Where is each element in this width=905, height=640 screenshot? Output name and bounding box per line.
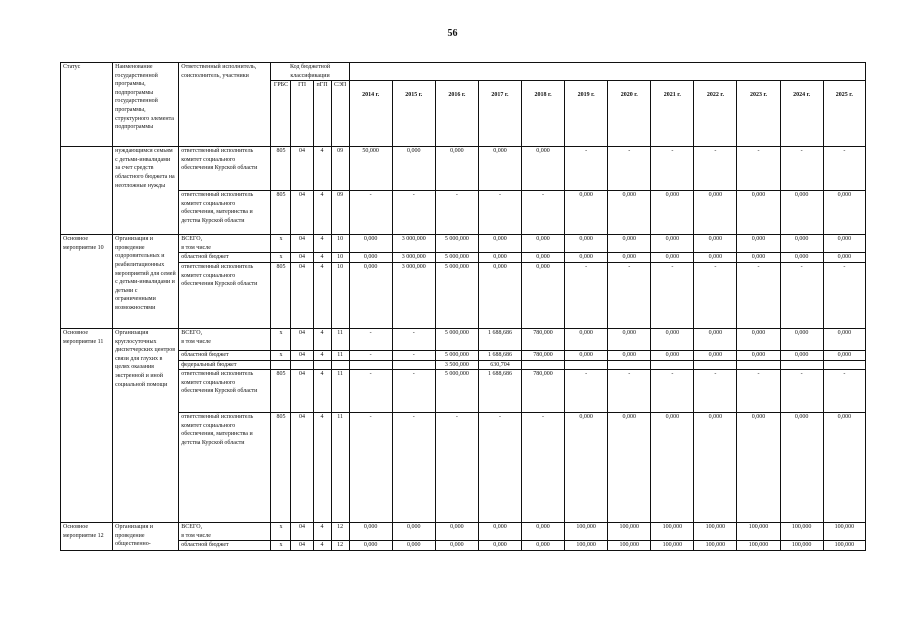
table-row xyxy=(61,413,866,523)
responsible-head: областной бюджет xyxy=(181,351,229,358)
value-cell-2024: 0,000 xyxy=(780,235,823,253)
value-cell-2022: - xyxy=(694,370,737,413)
code-cell: 4 xyxy=(313,350,331,360)
responsible-cell xyxy=(179,262,271,328)
code-cell: 10 xyxy=(331,235,349,253)
responsible-cell xyxy=(179,235,271,253)
value-cell-2025: 100,000 xyxy=(823,523,865,541)
value-cell-2017: 1 688,686 xyxy=(478,370,521,413)
value-cell-2021: - xyxy=(651,262,694,328)
code-cell: 4 xyxy=(313,541,331,551)
value-cell-2023: - xyxy=(737,147,780,191)
value-cell-2019: - xyxy=(565,147,608,191)
block-name: Организация и проведение общественно- xyxy=(113,523,179,551)
value-cell-2021: 0,000 xyxy=(651,350,694,360)
block-name: Организация круглосуточных диспетчерских центров связи для глухих в целях оказания экстренной и иной социальной помощи xyxy=(113,328,179,522)
responsible-head: ВСЕГО, xyxy=(181,236,203,243)
value-cell-2014: - xyxy=(349,350,392,360)
value-cell-2025 xyxy=(823,360,865,370)
value-cell-2015: 3 000,000 xyxy=(392,262,435,328)
header-years-group xyxy=(349,63,865,81)
code-cell: 10 xyxy=(331,262,349,328)
value-cell-2022: 0,000 xyxy=(694,253,737,263)
value-cell-2024: 100,000 xyxy=(780,523,823,541)
header-code-sep: СЭП xyxy=(331,81,349,147)
value-cell-2014: - xyxy=(349,370,392,413)
code-cell: х xyxy=(271,235,291,253)
header-code-pgp: пГП xyxy=(313,81,331,147)
responsible-head: федеральный бюджет xyxy=(181,361,237,368)
value-cell-2018: 780,000 xyxy=(522,328,565,350)
header-code-gp: ГП xyxy=(291,81,313,147)
responsible-detail: в том числе xyxy=(181,338,211,345)
block-status: Основное мероприятие 11 xyxy=(61,328,113,522)
value-cell-2014: - xyxy=(349,191,392,235)
value-cell-2022: 0,000 xyxy=(694,413,737,523)
block-status: Основное мероприятие 10 xyxy=(61,235,113,329)
value-cell-2019: 0,000 xyxy=(565,235,608,253)
value-cell-2016: 0,000 xyxy=(435,147,478,191)
value-cell-2019: 0,000 xyxy=(565,253,608,263)
table-row xyxy=(61,370,866,413)
header-name: Наименование государственной программы, подпрограммы государственной программы, структурного элемента подпрограммы xyxy=(113,63,179,147)
value-cell-2021: 0,000 xyxy=(651,235,694,253)
code-cell: 04 xyxy=(291,191,313,235)
code-cell: 04 xyxy=(291,235,313,253)
responsible-head: ответственный исполнитель xyxy=(181,414,254,421)
value-cell-2024: - xyxy=(780,147,823,191)
table-row xyxy=(61,147,866,191)
responsible-cell xyxy=(179,253,271,263)
code-cell: 11 xyxy=(331,328,349,350)
responsible-head: областной бюджет xyxy=(181,542,229,549)
code-cell: 04 xyxy=(291,262,313,328)
responsible-cell xyxy=(179,541,271,551)
value-cell-2020: 0,000 xyxy=(608,253,651,263)
code-cell xyxy=(313,360,331,370)
responsible-detail: комитет социального обеспечения Курской области xyxy=(181,272,258,288)
header-year-2014: 2014 г. xyxy=(349,81,392,147)
value-cell-2020 xyxy=(608,360,651,370)
value-cell-2016: 5 000,000 xyxy=(435,262,478,328)
value-cell-2014: 0,000 xyxy=(349,262,392,328)
code-cell xyxy=(291,360,313,370)
header-year-2020: 2020 г. xyxy=(608,81,651,147)
responsible-cell xyxy=(179,328,271,350)
block-name: нуждающимся семьям с детьми-инвалидами за счет средств областного бюджета на неотложные нужды xyxy=(113,147,179,235)
code-cell: х xyxy=(271,350,291,360)
value-cell-2025: 0,000 xyxy=(823,328,865,350)
header-year-2021: 2021 г. xyxy=(651,81,694,147)
value-cell-2024: 100,000 xyxy=(780,541,823,551)
value-cell-2019: - xyxy=(565,262,608,328)
value-cell-2024: 0,000 xyxy=(780,191,823,235)
value-cell-2019: 0,000 xyxy=(565,350,608,360)
value-cell-2021: 100,000 xyxy=(651,541,694,551)
value-cell-2022 xyxy=(694,360,737,370)
block-name: Организация и проведение оздоровительных и реабилитационных мероприятий для семей с детьми-инвалидами и детьми с ограниченными возможностями xyxy=(113,235,179,329)
responsible-head: областной бюджет xyxy=(181,254,229,261)
responsible-cell xyxy=(179,523,271,541)
value-cell-2021: - xyxy=(651,370,694,413)
value-cell-2015: 0,000 xyxy=(392,147,435,191)
table-row xyxy=(61,350,866,360)
header-year-2018: 2018 г. xyxy=(522,81,565,147)
code-cell: 04 xyxy=(291,253,313,263)
responsible-cell xyxy=(179,360,271,370)
code-cell: 04 xyxy=(291,541,313,551)
block-status: Основное мероприятие 12 xyxy=(61,523,113,551)
value-cell-2018: 0,000 xyxy=(522,253,565,263)
value-cell-2023: - xyxy=(737,370,780,413)
code-cell: 805 xyxy=(271,262,291,328)
value-cell-2025: 0,000 xyxy=(823,350,865,360)
value-cell-2020: 0,000 xyxy=(608,350,651,360)
header-year-2025: 2025 г. xyxy=(823,81,865,147)
value-cell-2021: 100,000 xyxy=(651,523,694,541)
value-cell-2015 xyxy=(392,360,435,370)
value-cell-2023: - xyxy=(737,262,780,328)
code-cell: 4 xyxy=(313,262,331,328)
value-cell-2025: 0,000 xyxy=(823,253,865,263)
value-cell-2024: 0,000 xyxy=(780,350,823,360)
code-cell: 04 xyxy=(291,350,313,360)
value-cell-2019: - xyxy=(565,370,608,413)
value-cell-2015: 3 000,000 xyxy=(392,253,435,263)
value-cell-2017: 1 688,686 xyxy=(478,350,521,360)
value-cell-2021: - xyxy=(651,147,694,191)
table-row xyxy=(61,523,866,541)
header-year-2023: 2023 г. xyxy=(737,81,780,147)
value-cell-2025: 0,000 xyxy=(823,413,865,523)
responsible-cell xyxy=(179,350,271,360)
code-cell: 04 xyxy=(291,370,313,413)
value-cell-2023: 0,000 xyxy=(737,328,780,350)
value-cell-2022: 0,000 xyxy=(694,350,737,360)
value-cell-2016: 0,000 xyxy=(435,541,478,551)
value-cell-2023: 100,000 xyxy=(737,541,780,551)
table-row xyxy=(61,262,866,328)
responsible-head: ВСЕГО, xyxy=(181,524,203,531)
code-cell: 805 xyxy=(271,413,291,523)
code-cell: 4 xyxy=(313,370,331,413)
table-row xyxy=(61,235,866,253)
value-cell-2020: 0,000 xyxy=(608,413,651,523)
value-cell-2021: 0,000 xyxy=(651,413,694,523)
value-cell-2023: 0,000 xyxy=(737,235,780,253)
code-cell: 4 xyxy=(313,147,331,191)
value-cell-2018: 0,000 xyxy=(522,541,565,551)
value-cell-2025: - xyxy=(823,262,865,328)
code-cell: 04 xyxy=(291,328,313,350)
value-cell-2018: 780,000 xyxy=(522,350,565,360)
table-row xyxy=(61,360,866,370)
code-cell: 10 xyxy=(331,253,349,263)
value-cell-2018: 0,000 xyxy=(522,262,565,328)
value-cell-2025: 100,000 xyxy=(823,541,865,551)
value-cell-2016: 5 000,000 xyxy=(435,328,478,350)
responsible-detail: в том числе xyxy=(181,244,211,251)
code-cell xyxy=(271,360,291,370)
value-cell-2017: - xyxy=(478,191,521,235)
responsible-cell xyxy=(179,147,271,191)
value-cell-2016: 3 500,000 xyxy=(435,360,478,370)
value-cell-2024: - xyxy=(780,370,823,413)
value-cell-2023: 0,000 xyxy=(737,413,780,523)
budget-table xyxy=(60,62,866,551)
value-cell-2023: 100,000 xyxy=(737,523,780,541)
value-cell-2021: 0,000 xyxy=(651,328,694,350)
value-cell-2024 xyxy=(780,360,823,370)
code-cell: 4 xyxy=(313,253,331,263)
code-cell: 11 xyxy=(331,413,349,523)
code-cell: 11 xyxy=(331,370,349,413)
value-cell-2017: 0,000 xyxy=(478,235,521,253)
value-cell-2015: - xyxy=(392,191,435,235)
responsible-detail: комитет социального обеспечения, материнства и детства Курской области xyxy=(181,200,253,224)
value-cell-2014: - xyxy=(349,413,392,523)
value-cell-2018: 0,000 xyxy=(522,147,565,191)
budget-table-body xyxy=(61,147,866,551)
value-cell-2024: 0,000 xyxy=(780,413,823,523)
value-cell-2018: 780,000 xyxy=(522,370,565,413)
value-cell-2015: 3 000,000 xyxy=(392,235,435,253)
code-cell: 4 xyxy=(313,413,331,523)
value-cell-2014: - xyxy=(349,328,392,350)
value-cell-2019: 0,000 xyxy=(565,191,608,235)
code-cell: 04 xyxy=(291,523,313,541)
value-cell-2016: 5 000,000 xyxy=(435,253,478,263)
responsible-cell xyxy=(179,191,271,235)
responsible-head: ответственный исполнитель xyxy=(181,192,254,199)
code-cell xyxy=(331,360,349,370)
code-cell: 09 xyxy=(331,191,349,235)
code-cell: 805 xyxy=(271,147,291,191)
table-row xyxy=(61,541,866,551)
value-cell-2017: 0,000 xyxy=(478,147,521,191)
responsible-detail: комитет социального обеспечения Курской области xyxy=(181,379,258,395)
value-cell-2023 xyxy=(737,360,780,370)
value-cell-2014: 0,000 xyxy=(349,523,392,541)
code-cell: 4 xyxy=(313,523,331,541)
responsible-head: ВСЕГО, xyxy=(181,329,203,336)
header-status: Статус xyxy=(61,63,113,147)
value-cell-2019: 100,000 xyxy=(565,523,608,541)
block-status xyxy=(61,147,113,235)
table-row xyxy=(61,253,866,263)
value-cell-2018 xyxy=(522,360,565,370)
code-cell: 4 xyxy=(313,235,331,253)
value-cell-2018: 0,000 xyxy=(522,235,565,253)
value-cell-2020: 0,000 xyxy=(608,191,651,235)
value-cell-2016: - xyxy=(435,191,478,235)
value-cell-2025: - xyxy=(823,370,865,413)
value-cell-2014: 0,000 xyxy=(349,235,392,253)
code-cell: 09 xyxy=(331,147,349,191)
value-cell-2014: 0,000 xyxy=(349,541,392,551)
value-cell-2020: 100,000 xyxy=(608,523,651,541)
code-cell: х xyxy=(271,253,291,263)
responsible-cell xyxy=(179,370,271,413)
budget-table-wrapper xyxy=(60,62,866,576)
value-cell-2018: 0,000 xyxy=(522,523,565,541)
responsible-head: ответственный исполнитель xyxy=(181,263,254,270)
value-cell-2016: 5 000,000 xyxy=(435,235,478,253)
value-cell-2020: - xyxy=(608,147,651,191)
value-cell-2015: - xyxy=(392,413,435,523)
value-cell-2020: 0,000 xyxy=(608,328,651,350)
value-cell-2025: 0,000 xyxy=(823,191,865,235)
value-cell-2021: 0,000 xyxy=(651,253,694,263)
header-year-2017: 2017 г. xyxy=(478,81,521,147)
header-code-grbs: ГРБС xyxy=(271,81,291,147)
value-cell-2015: - xyxy=(392,350,435,360)
value-cell-2020: 0,000 xyxy=(608,235,651,253)
value-cell-2015: - xyxy=(392,370,435,413)
value-cell-2017: 630,704 xyxy=(478,360,521,370)
value-cell-2018: - xyxy=(522,413,565,523)
value-cell-2020: - xyxy=(608,370,651,413)
code-cell: 11 xyxy=(331,350,349,360)
value-cell-2014 xyxy=(349,360,392,370)
table-row xyxy=(61,328,866,350)
code-cell: х xyxy=(271,328,291,350)
code-cell: 4 xyxy=(313,328,331,350)
value-cell-2015: 0,000 xyxy=(392,541,435,551)
code-cell: 12 xyxy=(331,523,349,541)
value-cell-2017: 0,000 xyxy=(478,262,521,328)
value-cell-2022: - xyxy=(694,262,737,328)
value-cell-2015: 0,000 xyxy=(392,523,435,541)
value-cell-2019: 100,000 xyxy=(565,541,608,551)
header-year-2016: 2016 г. xyxy=(435,81,478,147)
responsible-detail: комитет социального обеспечения Курской области xyxy=(181,156,258,172)
value-cell-2019 xyxy=(565,360,608,370)
value-cell-2025: 0,000 xyxy=(823,235,865,253)
header-year-2024: 2024 г. xyxy=(780,81,823,147)
header-year-2019: 2019 г. xyxy=(565,81,608,147)
value-cell-2021: 0,000 xyxy=(651,191,694,235)
value-cell-2023: 0,000 xyxy=(737,253,780,263)
value-cell-2018: - xyxy=(522,191,565,235)
value-cell-2024: - xyxy=(780,262,823,328)
responsible-head: ответственный исполнитель xyxy=(181,148,254,155)
value-cell-2017: 0,000 xyxy=(478,541,521,551)
value-cell-2016: 5 000,000 xyxy=(435,350,478,360)
value-cell-2023: 0,000 xyxy=(737,191,780,235)
value-cell-2017: 0,000 xyxy=(478,253,521,263)
header-year-2015: 2015 г. xyxy=(392,81,435,147)
value-cell-2015: - xyxy=(392,328,435,350)
code-cell: 4 xyxy=(313,191,331,235)
value-cell-2025: - xyxy=(823,147,865,191)
value-cell-2021 xyxy=(651,360,694,370)
value-cell-2024: 0,000 xyxy=(780,328,823,350)
code-cell: 04 xyxy=(291,147,313,191)
code-cell: х xyxy=(271,541,291,551)
value-cell-2022: 100,000 xyxy=(694,541,737,551)
value-cell-2017: 0,000 xyxy=(478,523,521,541)
value-cell-2022: - xyxy=(694,147,737,191)
table-row xyxy=(61,191,866,235)
responsible-detail: комитет социального обеспечения, материнства и детства Курской области xyxy=(181,422,253,446)
value-cell-2022: 0,000 xyxy=(694,235,737,253)
value-cell-2016: 5 000,000 xyxy=(435,370,478,413)
code-cell: 12 xyxy=(331,541,349,551)
value-cell-2016: 0,000 xyxy=(435,523,478,541)
value-cell-2014: 50,000 xyxy=(349,147,392,191)
value-cell-2016: - xyxy=(435,413,478,523)
value-cell-2022: 0,000 xyxy=(694,328,737,350)
code-cell: 805 xyxy=(271,370,291,413)
responsible-cell xyxy=(179,413,271,523)
code-cell: х xyxy=(271,523,291,541)
value-cell-2017: 1 688,686 xyxy=(478,328,521,350)
value-cell-2022: 100,000 xyxy=(694,523,737,541)
value-cell-2020: 100,000 xyxy=(608,541,651,551)
value-cell-2014: 0,000 xyxy=(349,253,392,263)
code-cell: 805 xyxy=(271,191,291,235)
header-code-group: Код бюджетной классификации xyxy=(271,63,349,81)
value-cell-2023: 0,000 xyxy=(737,350,780,360)
responsible-head: ответственный исполнитель xyxy=(181,371,254,378)
page-number: 56 xyxy=(447,28,458,39)
value-cell-2019: 0,000 xyxy=(565,413,608,523)
value-cell-2017: - xyxy=(478,413,521,523)
value-cell-2022: 0,000 xyxy=(694,191,737,235)
value-cell-2020: - xyxy=(608,262,651,328)
value-cell-2019: 0,000 xyxy=(565,328,608,350)
code-cell: 04 xyxy=(291,413,313,523)
responsible-detail: в том числе xyxy=(181,532,211,539)
header-responsible: Ответственный исполнитель, соисполнитель, участники xyxy=(179,63,271,147)
header-year-2022: 2022 г. xyxy=(694,81,737,147)
value-cell-2024: 0,000 xyxy=(780,253,823,263)
